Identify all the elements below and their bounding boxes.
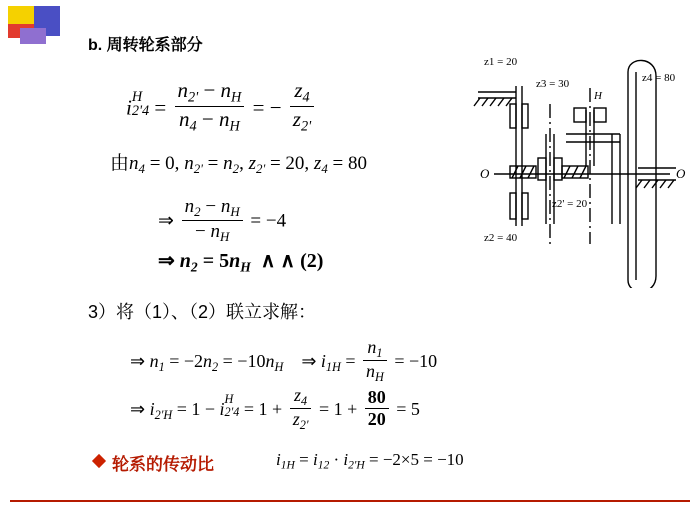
bottom-divider	[10, 500, 690, 502]
step3-label: 3）将（1）、（2）联立求解：	[88, 302, 317, 322]
label-H: H	[594, 90, 602, 102]
bullet-diamond-icon	[92, 454, 106, 468]
label-O-left: O	[480, 166, 490, 181]
conclusion-label: 轮系的传动比	[112, 455, 214, 474]
equation-2: ⇒ $\frac{n_2 - n_H}{- n_H}$ = −4	[158, 196, 287, 245]
label-z1: z1 = 20	[484, 56, 518, 68]
logo-square-yellow	[8, 6, 34, 24]
equation-3: ⇒ $n_2 = 5n_H$ ∧ ∧ (2)	[158, 250, 324, 275]
label-z2p: z2' = 20	[552, 198, 588, 210]
label-z2: z2 = 40	[484, 232, 518, 244]
given-values-line: 由$n_4 = 0$, $n_{2'} = n_2$, $z_{2'} = 20$, $z_4 = 80$	[110, 153, 367, 177]
label-z3: z3 = 30	[536, 78, 570, 90]
logo-square-purple	[20, 28, 46, 44]
equation-5: ⇒ $i_{2'H} = 1 - i$ H 2'4 = 1 + $\frac{z_4}{z_{2'}}$ = 1 + $\frac{80}{20}$ = 5	[130, 385, 420, 432]
label-O-right: O	[676, 166, 686, 181]
section-heading: b. 周转轮系部分	[88, 37, 203, 54]
conclusion-formula: $i_{1H} = i_{12} \cdot i_{2'H} = -2\times 5 = -10$	[276, 450, 464, 472]
gear-train-diagram	[470, 48, 694, 288]
gear-train-svg	[470, 48, 694, 288]
equation-4: ⇒ $n_1 = -2n_2 = -10n_H$ ⇒ $i_{1H}$ = $\frac{n_1}{n_H}$ = −10	[130, 337, 438, 384]
label-z4: z4 = 80	[642, 72, 676, 84]
equation-1: i H 2'4 = $\frac{n_{2'} - n_H}{n_4 - n_H}$ = − $\frac{z_4}{z_{2'}}$	[126, 78, 317, 136]
corner-logo	[8, 6, 60, 48]
